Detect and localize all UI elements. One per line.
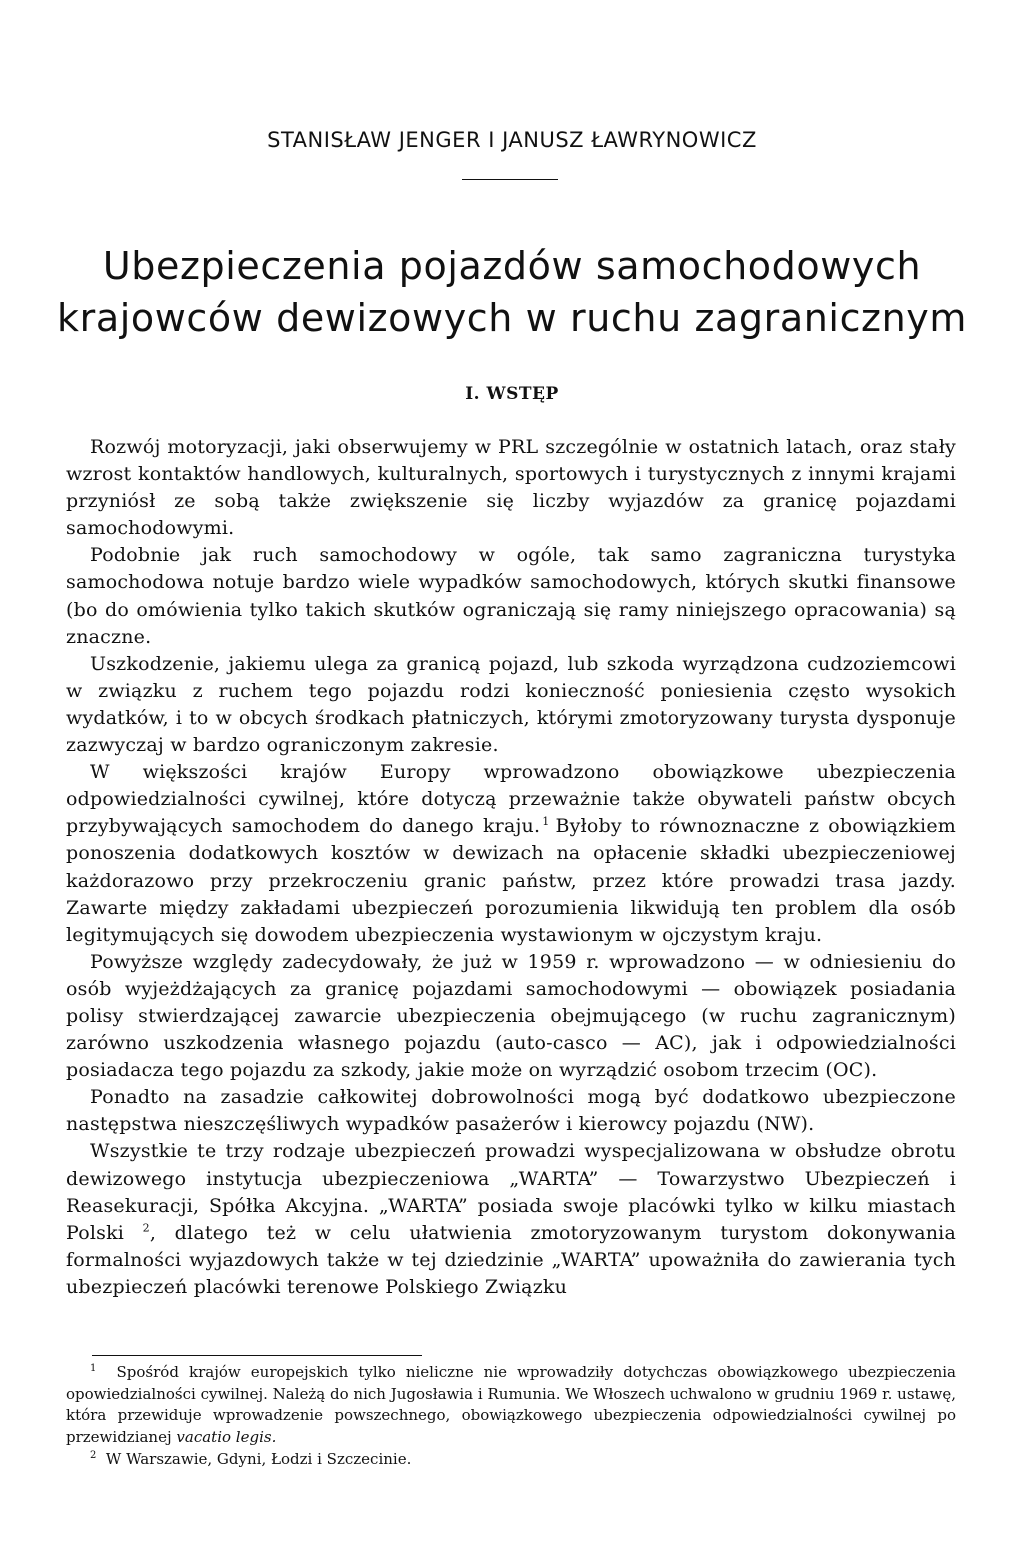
paragraph-text: Wszystkie te trzy rodzaje ubezpieczeń prowadzi wyspecjalizowana w obsłudze obrotu dewizowego instytucja ubezpieczeniowa „WARTA” — Towarzystwo Ubezpieczeń i Reasekuracji, Spółka Akcyjna. „WARTA” posiada swoje placówki tylko w kilku miastach Polski [66, 1140, 956, 1244]
article-body [66, 434, 956, 1301]
title-divider [462, 179, 558, 180]
footnote-number: 1 [90, 1363, 97, 1374]
paragraph-text: , dlatego też w celu ułatwienia zmotoryzowanym turystom dokonywania formalności wyjazdowych także w tej dziedzinie „WARTA” upoważniła do zawierania tych ubezpieczeń placówki terenowe Polskiego Związku [66, 1221, 956, 1298]
footnote-italic-term: vacatio legis. [176, 1428, 277, 1447]
authors-line: STANISŁAW JENGER I JANUSZ ŁAWRYNOWICZ [267, 128, 757, 152]
footnote-1 [66, 1362, 956, 1449]
title-line-1: Ubezpieczenia pojazdów samochodowych [102, 244, 922, 288]
paragraph [66, 1138, 956, 1301]
footnotes [66, 1362, 956, 1471]
footnote-ref-1[interactable]: 1 [542, 814, 550, 828]
paragraph: Podobnie jak ruch samochodowy w ogóle, tak samo zagraniczna turystyka samochodowa notuje bardzo wiele wypadków samochodowych, których skutki finansowe (bo do omówienia tylko takich skutków ograniczają się ramy niniejszego opracowania) są znaczne. [66, 544, 956, 648]
section-heading: I. WSTĘP [465, 384, 559, 404]
footnote-ref-2[interactable]: 2 [142, 1221, 150, 1235]
footnote-text: W Warszawie, Gdyni, Łodzi i Szczecinie. [105, 1449, 412, 1468]
paragraph: Uszkodzenie, jakiemu ulega za granicą pojazd, lub szkoda wyrządzona cudzoziemcowi w związku z ruchem tego pojazdu rodzi konieczność poniesienia często wysokich wydatków, i to w obcych środkach płatniczych, którymi zmotoryzowany turysta dysponuje zazwyczaj w bardzo ograniczonym zakresie. [66, 652, 956, 757]
footnote-text: Spośród krajów europejskich tylko nieliczne nie wprowadziły dotychczas obowiązkowego ubezpieczenia opowiedzialności cywilnej. Należą do nich Jugosławia i Rumunia. We Włoszech uchwalono w grudniu 1969 r. ustawę, która przewiduje wprowadzenie powszechnego, obowiązkowego ubezpieczenia odpowiedzialności cywilnej po przewidzianej [66, 1363, 956, 1447]
paragraph: Ponadto na zasadzie całkowitej dobrowolności mogą być dodatkowo ubezpieczone następstwa nieszczęśliwych wypadków pasażerów i kierowcy pojazdu (NW). [66, 1086, 956, 1136]
paragraph: Powyższe względy zadecydowały, że już w 1959 r. wprowadzono — w odniesieniu do osób wyjeżdżających za granicę pojazdami samochodowymi — obowiązek posiadania polisy stwierdzającej zawarcie ubezpieczenia obejmującego (w ruchu zagranicznym) zarówno uszkodzenia własnego pojazdu (auto-casco — AC), jak i odpowiedzialności posiadacza tego pojazdu za szkody, jakie może on wyrządzić osobom trzecim (OC). [66, 950, 956, 1082]
paragraph-text: Byłoby to równoznaczne z obowiązkiem ponoszenia dodatkowych kosztów w dewizach na opłacenie składki ubezpieczeniowej każdorazowo przy przekroczeniu granic państw, przez które prowadzi trasa jazdy. Zawarte między zakładami ubezpieczeń porozumienia likwidują ten problem dla osób legitymujących się dowodem ubezpieczenia wystawionym w ojczystym kraju. [66, 815, 956, 946]
paragraph: Rozwój motoryzacji, jaki obserwujemy w PRL szczególnie w ostatnich latach, oraz stały wzrost kontaktów handlowych, kulturalnych, sportowych i turystycznych z innymi krajami przyniósł ze sobą także zwiększenie się liczby wyjazdów za granicę pojazdami samochodowymi. [66, 436, 956, 540]
footnote-number: 2 [90, 1449, 97, 1461]
paragraph-text: W większości krajów Europy wprowadzono obowiązkowe ubezpieczenia odpowiedzialności cywilnej, które dotyczą przeważnie także obywateli państw obcych przybywających samochodem do danego kraju. [66, 761, 956, 838]
title-line-2: krajowców dewizowych w ruchu zagranicznym [57, 296, 967, 340]
article-title [0, 240, 1024, 344]
paragraph [66, 759, 956, 949]
footnote-divider [92, 1355, 422, 1356]
footnote-2 [66, 1449, 956, 1471]
